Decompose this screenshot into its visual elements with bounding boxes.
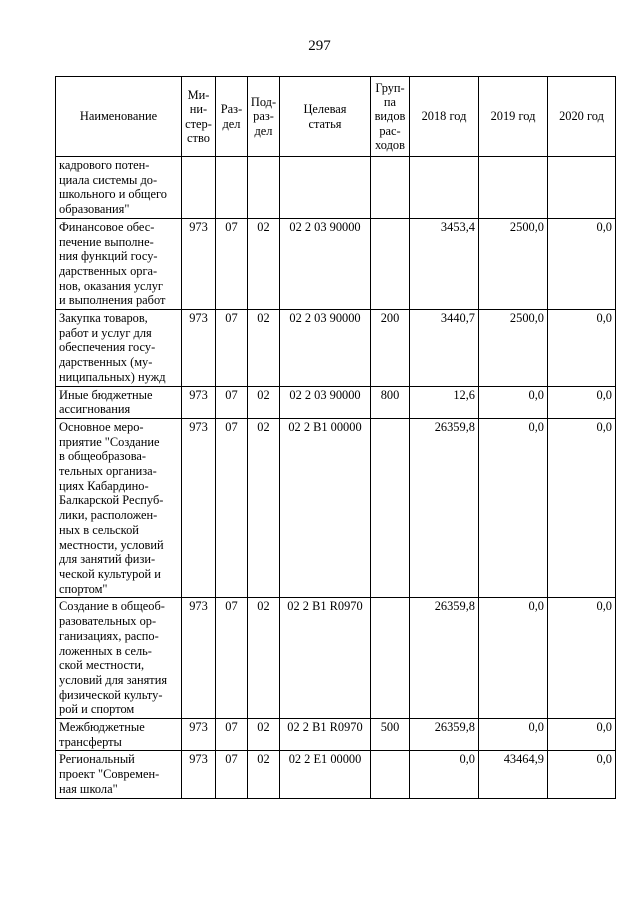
cell-target: 02 2 Е1 00000 (280, 751, 371, 798)
cell-target: 02 2 03 90000 (280, 218, 371, 309)
cell-2020: 0,0 (548, 751, 616, 798)
cell-subsection: 02 (248, 751, 280, 798)
cell-2019: 0,0 (479, 418, 548, 597)
cell-name: Создание в общеоб- разовательных ор- ганизациях, распо- ложенных в сель- ской местности, условий для занятия физической культу- рой и спортом (56, 598, 182, 719)
cell-2018 (410, 157, 479, 219)
cell-section: 07 (216, 598, 248, 719)
cell-subsection: 02 (248, 719, 280, 751)
table-row (56, 157, 616, 219)
cell-expense-group (371, 157, 410, 219)
cell-subsection: 02 (248, 598, 280, 719)
table-header (56, 77, 616, 157)
header-2020: 2020 год (548, 77, 616, 157)
cell-subsection: 02 (248, 310, 280, 387)
cell-target: 02 2 В1 R0970 (280, 598, 371, 719)
cell-2019 (479, 157, 548, 219)
header-target: Целевая статья (280, 77, 371, 157)
cell-target (280, 157, 371, 219)
cell-section: 07 (216, 751, 248, 798)
cell-ministry: 973 (182, 418, 216, 597)
cell-2020: 0,0 (548, 598, 616, 719)
cell-2019: 0,0 (479, 598, 548, 719)
cell-section: 07 (216, 418, 248, 597)
header-section: Раз- дел (216, 77, 248, 157)
cell-2019: 0,0 (479, 719, 548, 751)
cell-2020 (548, 157, 616, 219)
cell-2019: 2500,0 (479, 310, 548, 387)
cell-expense-group: 500 (371, 719, 410, 751)
cell-subsection: 02 (248, 218, 280, 309)
cell-section: 07 (216, 386, 248, 418)
cell-ministry: 973 (182, 719, 216, 751)
cell-name: Закупка товаров, работ и услуг для обеспечения госу- дарственных (му- ниципальных) нужд (56, 310, 182, 387)
cell-subsection (248, 157, 280, 219)
cell-target: 02 2 В1 R0970 (280, 719, 371, 751)
header-expense-group: Груп- па видов рас- ходов (371, 77, 410, 157)
cell-2020: 0,0 (548, 719, 616, 751)
cell-2018: 26359,8 (410, 418, 479, 597)
table-row (56, 418, 616, 597)
cell-name: Финансовое обес- печение выполне- ния функций госу- дарственных орга- нов, оказания услуг и выполнения работ (56, 218, 182, 309)
cell-2019: 2500,0 (479, 218, 548, 309)
cell-2019: 43464,9 (479, 751, 548, 798)
cell-ministry (182, 157, 216, 219)
cell-expense-group: 200 (371, 310, 410, 387)
header-ministry: Ми- ни- стер- ство (182, 77, 216, 157)
header-2019: 2019 год (479, 77, 548, 157)
cell-expense-group (371, 418, 410, 597)
cell-expense-group (371, 751, 410, 798)
table-row (56, 218, 616, 309)
cell-expense-group (371, 598, 410, 719)
cell-target: 02 2 В1 00000 (280, 418, 371, 597)
cell-ministry: 973 (182, 218, 216, 309)
cell-target: 02 2 03 90000 (280, 310, 371, 387)
cell-2020: 0,0 (548, 310, 616, 387)
header-name: Наименование (56, 77, 182, 157)
cell-target: 02 2 03 90000 (280, 386, 371, 418)
page-number: 297 (308, 38, 331, 54)
cell-section: 07 (216, 310, 248, 387)
table-row (56, 310, 616, 387)
cell-expense-group: 800 (371, 386, 410, 418)
table-row (56, 386, 616, 418)
table-row (56, 751, 616, 798)
cell-name: Основное меро- приятие "Создание в общеобразова- тельных организа- циях Кабардино- Балкарской Респуб- лики, расположен- ных в сельской местности, условий для занятий физи- ческой культурой и спортом" (56, 418, 182, 597)
cell-section: 07 (216, 218, 248, 309)
table-body (56, 157, 616, 799)
cell-2018: 26359,8 (410, 719, 479, 751)
cell-subsection: 02 (248, 418, 280, 597)
cell-ministry: 973 (182, 386, 216, 418)
cell-2020: 0,0 (548, 386, 616, 418)
cell-name: Межбюджетные трансферты (56, 719, 182, 751)
cell-section (216, 157, 248, 219)
cell-ministry: 973 (182, 751, 216, 798)
cell-2018: 3440,7 (410, 310, 479, 387)
cell-2018: 0,0 (410, 751, 479, 798)
cell-2019: 0,0 (479, 386, 548, 418)
table-row (56, 719, 616, 751)
cell-name: Региональный проект "Современ- ная школа" (56, 751, 182, 798)
cell-ministry: 973 (182, 310, 216, 387)
cell-name: Иные бюджетные ассигнования (56, 386, 182, 418)
cell-2020: 0,0 (548, 418, 616, 597)
table-row (56, 598, 616, 719)
header-subsection: Под- раз- дел (248, 77, 280, 157)
cell-2018: 12,6 (410, 386, 479, 418)
cell-expense-group (371, 218, 410, 309)
cell-name: кадрового потен- циала системы до- школьного и общего образования" (56, 157, 182, 219)
cell-2018: 26359,8 (410, 598, 479, 719)
cell-2020: 0,0 (548, 218, 616, 309)
cell-subsection: 02 (248, 386, 280, 418)
cell-ministry: 973 (182, 598, 216, 719)
cell-section: 07 (216, 719, 248, 751)
budget-table (55, 76, 616, 799)
header-2018: 2018 год (410, 77, 479, 157)
cell-2018: 3453,4 (410, 218, 479, 309)
